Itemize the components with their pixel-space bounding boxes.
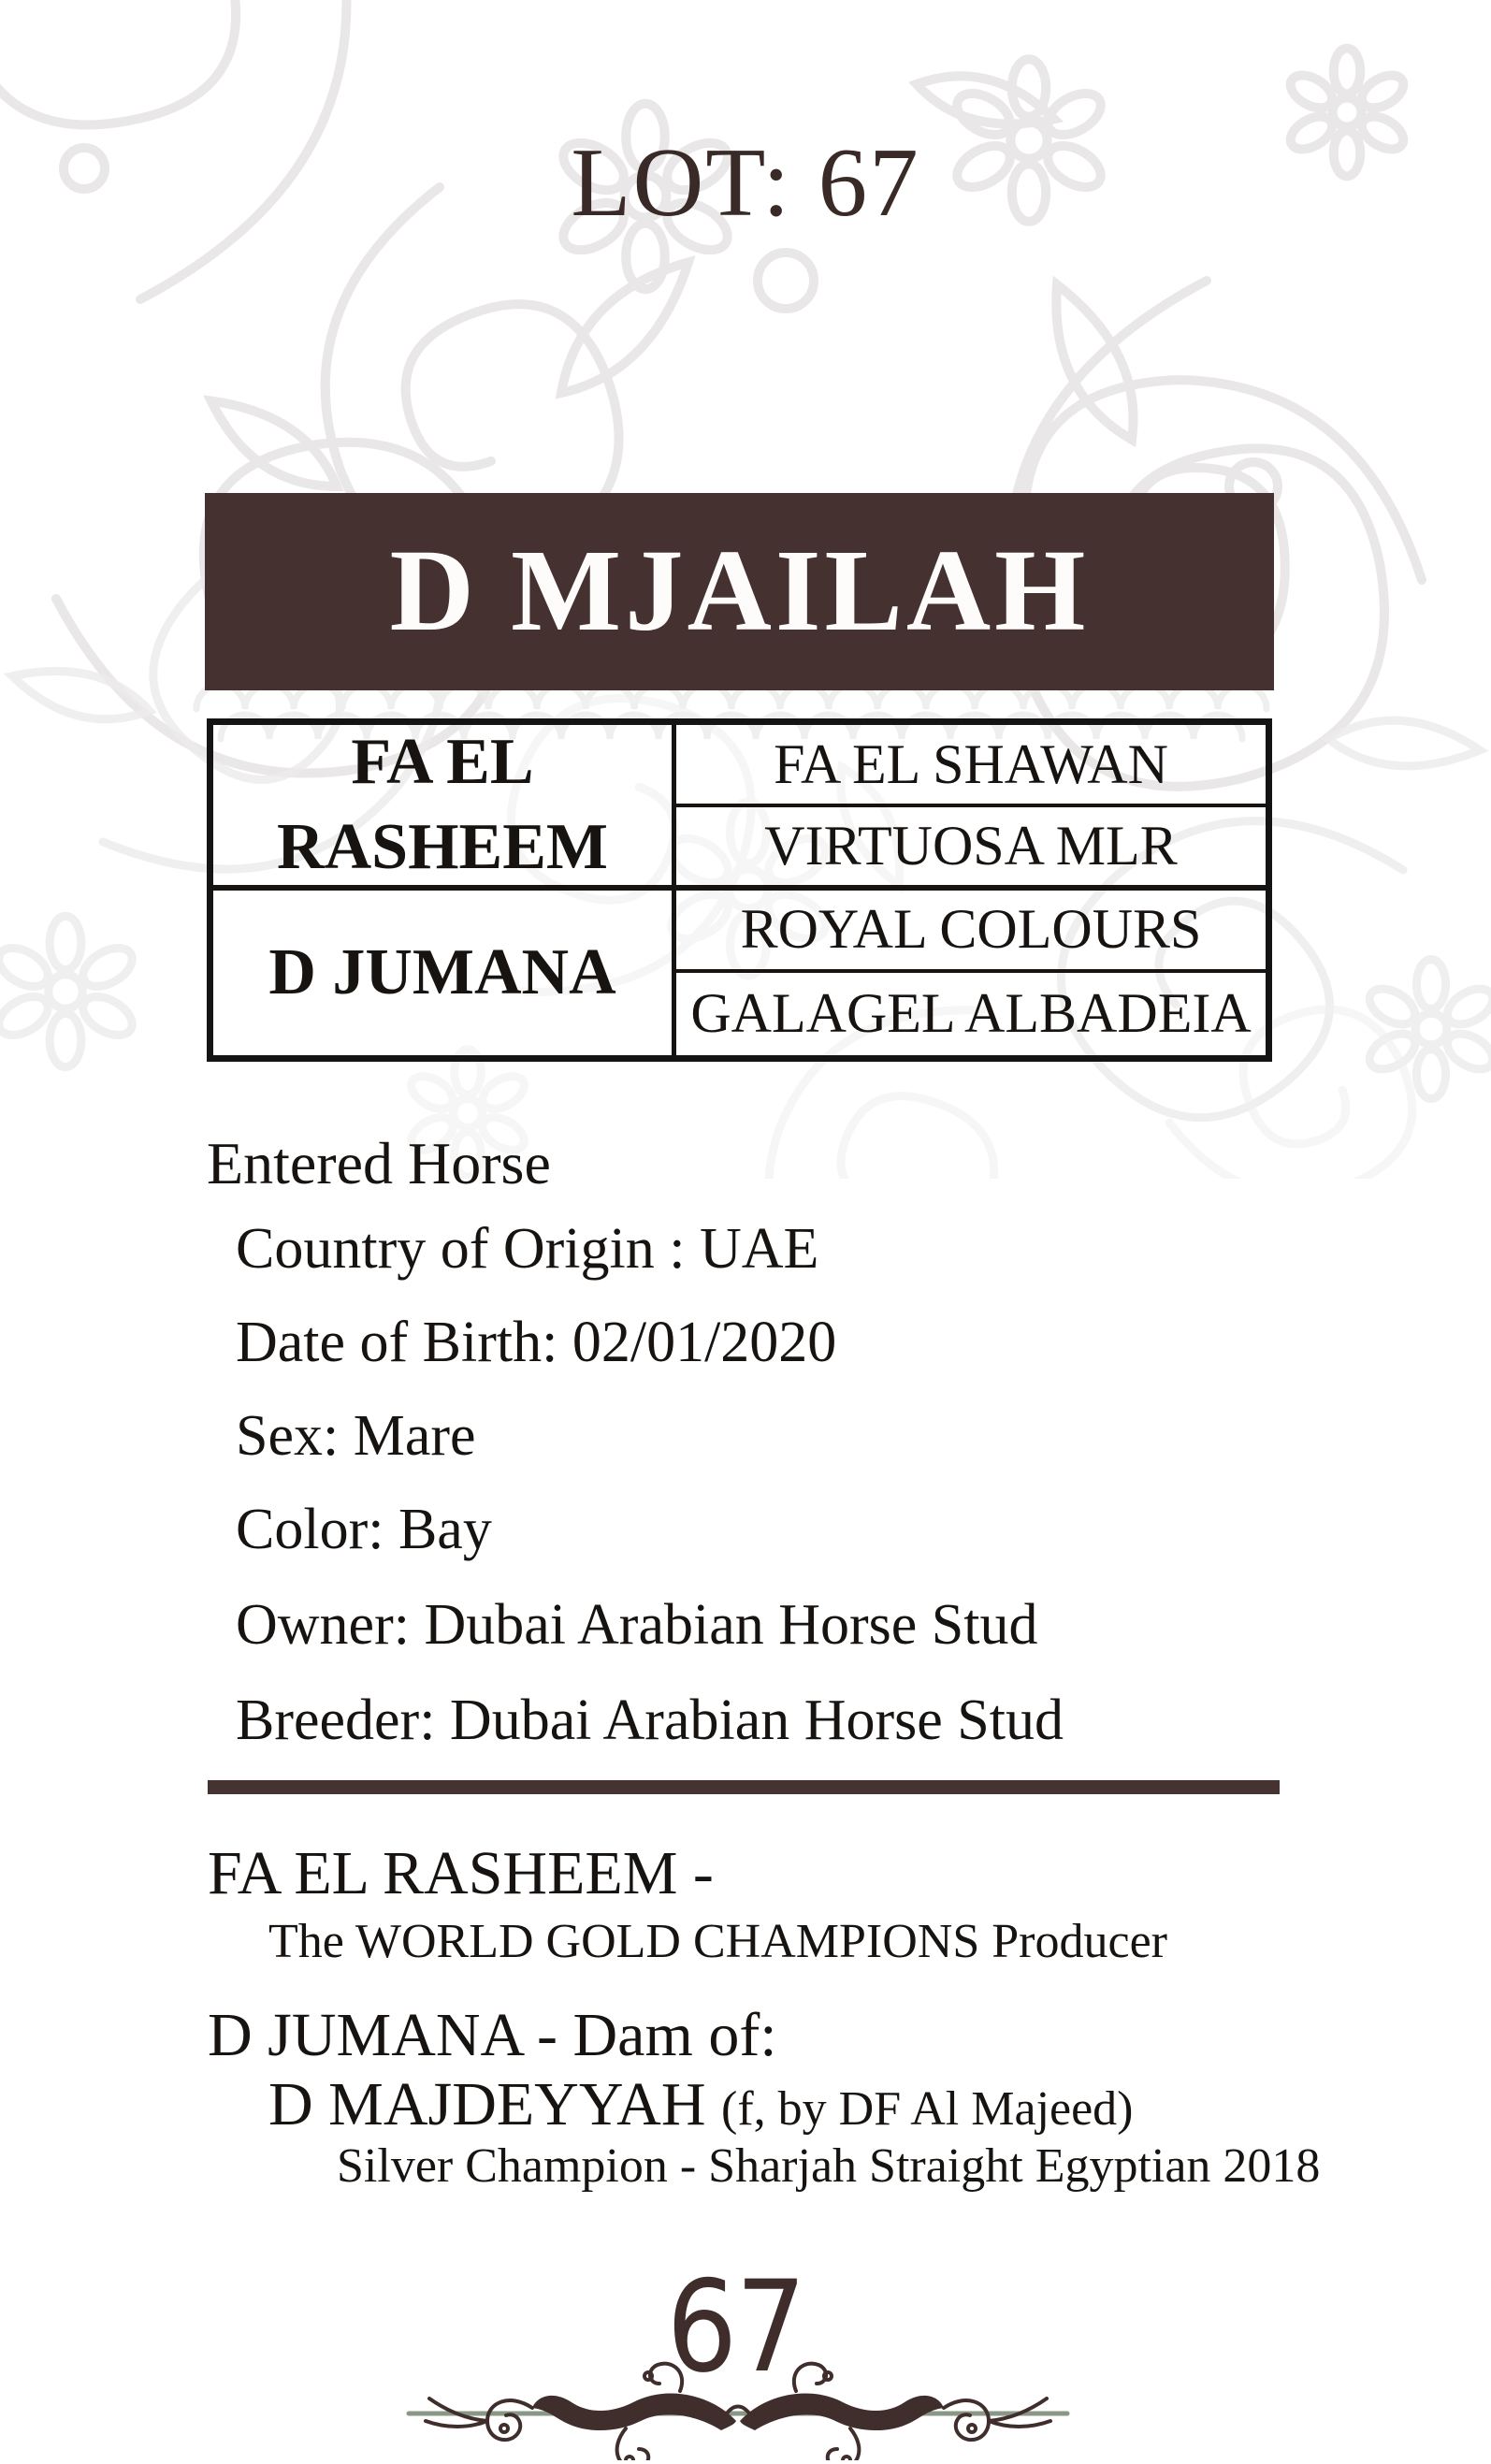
note-sire-heading: FA EL RASHEEM - — [208, 1839, 714, 1907]
pedigree-cell-dam: D JUMANA — [213, 891, 676, 1056]
detail-color: Color: Bay — [236, 1498, 492, 1561]
note-dam-offspring — [268, 2070, 1134, 2138]
pedigree-cell-sire: FA EL RASHEEM — [213, 725, 676, 891]
pedigree-cell-dam-sire: ROYAL COLOURS — [676, 891, 1266, 973]
flourish-divider — [373, 2355, 1103, 2460]
section-divider-rule — [208, 1780, 1280, 1794]
offspring-detail: (f, by DF Al Majeed) — [721, 2082, 1134, 2136]
detail-country-of-origin: Country of Origin : UAE — [236, 1217, 819, 1281]
note-dam-heading: D JUMANA - Dam of: — [208, 2001, 777, 2069]
pedigree-cell-sire-dam: VIRTUOSA MLR — [676, 807, 1266, 890]
footer-lot-number: 67 — [666, 2254, 805, 2400]
detail-owner: Owner: Dubai Arabian Horse Stud — [236, 1593, 1038, 1657]
detail-date-of-birth: Date of Birth: 02/01/2020 — [236, 1311, 837, 1374]
note-offspring-achievement: Silver Champion - Sharjah Straight Egyptian 2018 — [337, 2139, 1321, 2193]
pedigree-cell-dam-dam: GALAGEL ALBADEIA — [690, 982, 1252, 1045]
lot-header: LOT: 67 — [571, 127, 920, 237]
pedigree-cell-sire-sire: FA EL SHAWAN — [676, 725, 1266, 807]
details-section-title: Entered Horse — [207, 1130, 551, 1196]
detail-breeder: Breeder: Dubai Arabian Horse Stud — [236, 1689, 1064, 1752]
offspring-name: D MAJDEYYAH — [268, 2070, 706, 2138]
note-sire-subtitle: The WORLD GOLD CHAMPIONS Producer — [268, 1915, 1167, 1968]
horse-name: D MJAILAH — [389, 527, 1090, 656]
horse-name-banner — [205, 493, 1274, 690]
pedigree-table — [207, 718, 1272, 1062]
detail-sex: Sex: Mare — [236, 1404, 476, 1468]
